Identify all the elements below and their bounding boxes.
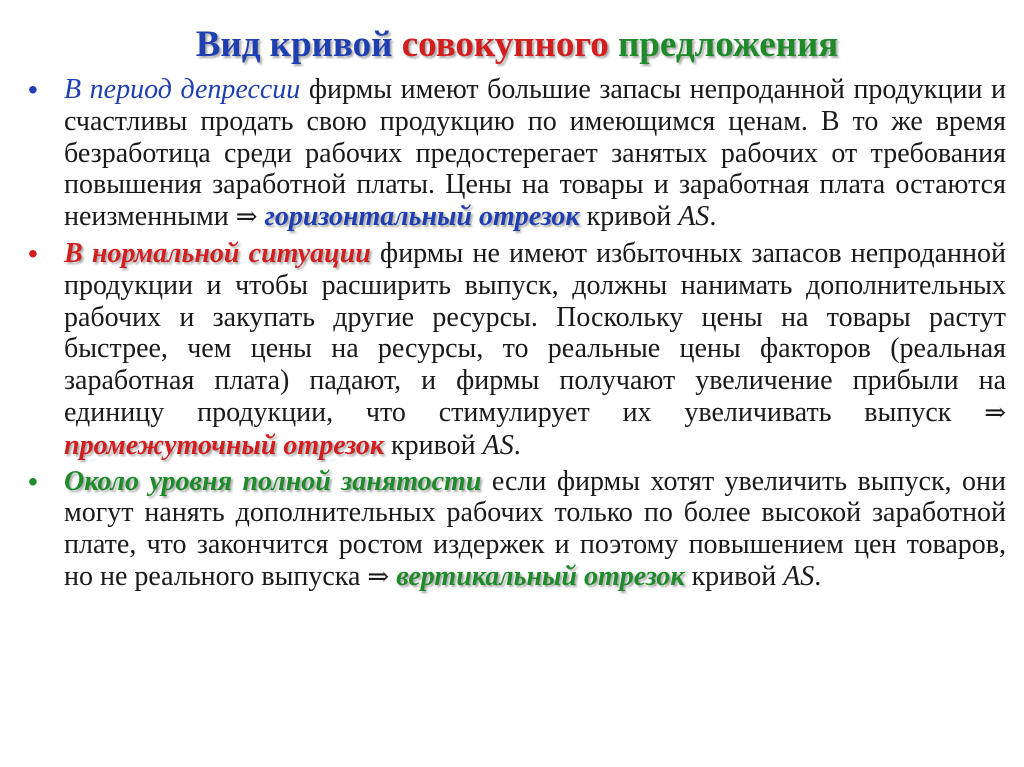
curve-text: кривой [384, 429, 483, 461]
as-label: AS [783, 560, 815, 592]
bullet-body-normal: фирмы не имеют избыточных запасов непроданной продукции и чтобы расширить выпуск, должны нанимать дополнительных рабочих и закупать другие ресурсы. Поскольку цены на товары растут быстрее, чем цены на ресурсы, то реальные цены факторов (реальная заработная плата) падают, и фирмы получают увеличение прибыли на единицу продукции, что стимулирует их увеличивать выпуск [64, 237, 1006, 428]
bullet-full-employment [28, 466, 1006, 594]
as-label: AS [482, 429, 514, 461]
as-label: AS [678, 201, 710, 233]
segment-vertical: вертикальный отрезок [396, 560, 685, 592]
bullet-marker: • [28, 74, 38, 105]
segment-intermediate: промежуточный отрезок [64, 429, 385, 461]
implies-arrow-icon: ⇒ [235, 202, 258, 233]
bullet-depression [28, 74, 1006, 234]
bullet-lead-normal: В нормальной ситуации [64, 237, 371, 269]
title-word-2: кривой [269, 24, 393, 65]
bullet-lead-full-employment: Около уровня полной занятости [64, 465, 482, 497]
title-word-3: совокупного [401, 24, 609, 65]
curve-text: кривой [684, 560, 784, 592]
curve-text: кривой [579, 201, 679, 233]
sentence-end: . [709, 201, 717, 233]
implies-arrow-icon: ⇒ [984, 397, 1006, 428]
page-title [28, 20, 1006, 70]
bullet-marker: • [28, 237, 38, 269]
bullet-lead-depression: В период депрессии [64, 74, 301, 105]
title-word-1: Вид [195, 24, 261, 65]
implies-arrow-icon: ⇒ [367, 561, 390, 592]
bullet-marker: • [28, 465, 38, 497]
sentence-end: . [814, 560, 822, 592]
sentence-end: . [513, 429, 521, 461]
bullet-normal [28, 238, 1006, 462]
bullet-body-full-employment: если фирмы хотят увеличить выпуск, они могут нанять дополнительных рабочих только по более высокой заработной плате, что закончится ростом издержек и поэтому повышением цен товаров, но не реального выпуска [64, 465, 1006, 592]
bullet-list [28, 74, 1006, 594]
title-word-4: предложения [617, 24, 839, 65]
bullet-body-depression: фирмы имеют большие запасы непроданной продукции и счастливы продать свою продукцию по имеющимся ценам. В то же время безработица среди рабочих предостерегает занятых рабочих от требования повышения заработной платы. Цены на товары и заработная плата остаются неизменными [64, 74, 1006, 233]
segment-horizontal: горизонтальный отрезок [264, 201, 580, 233]
